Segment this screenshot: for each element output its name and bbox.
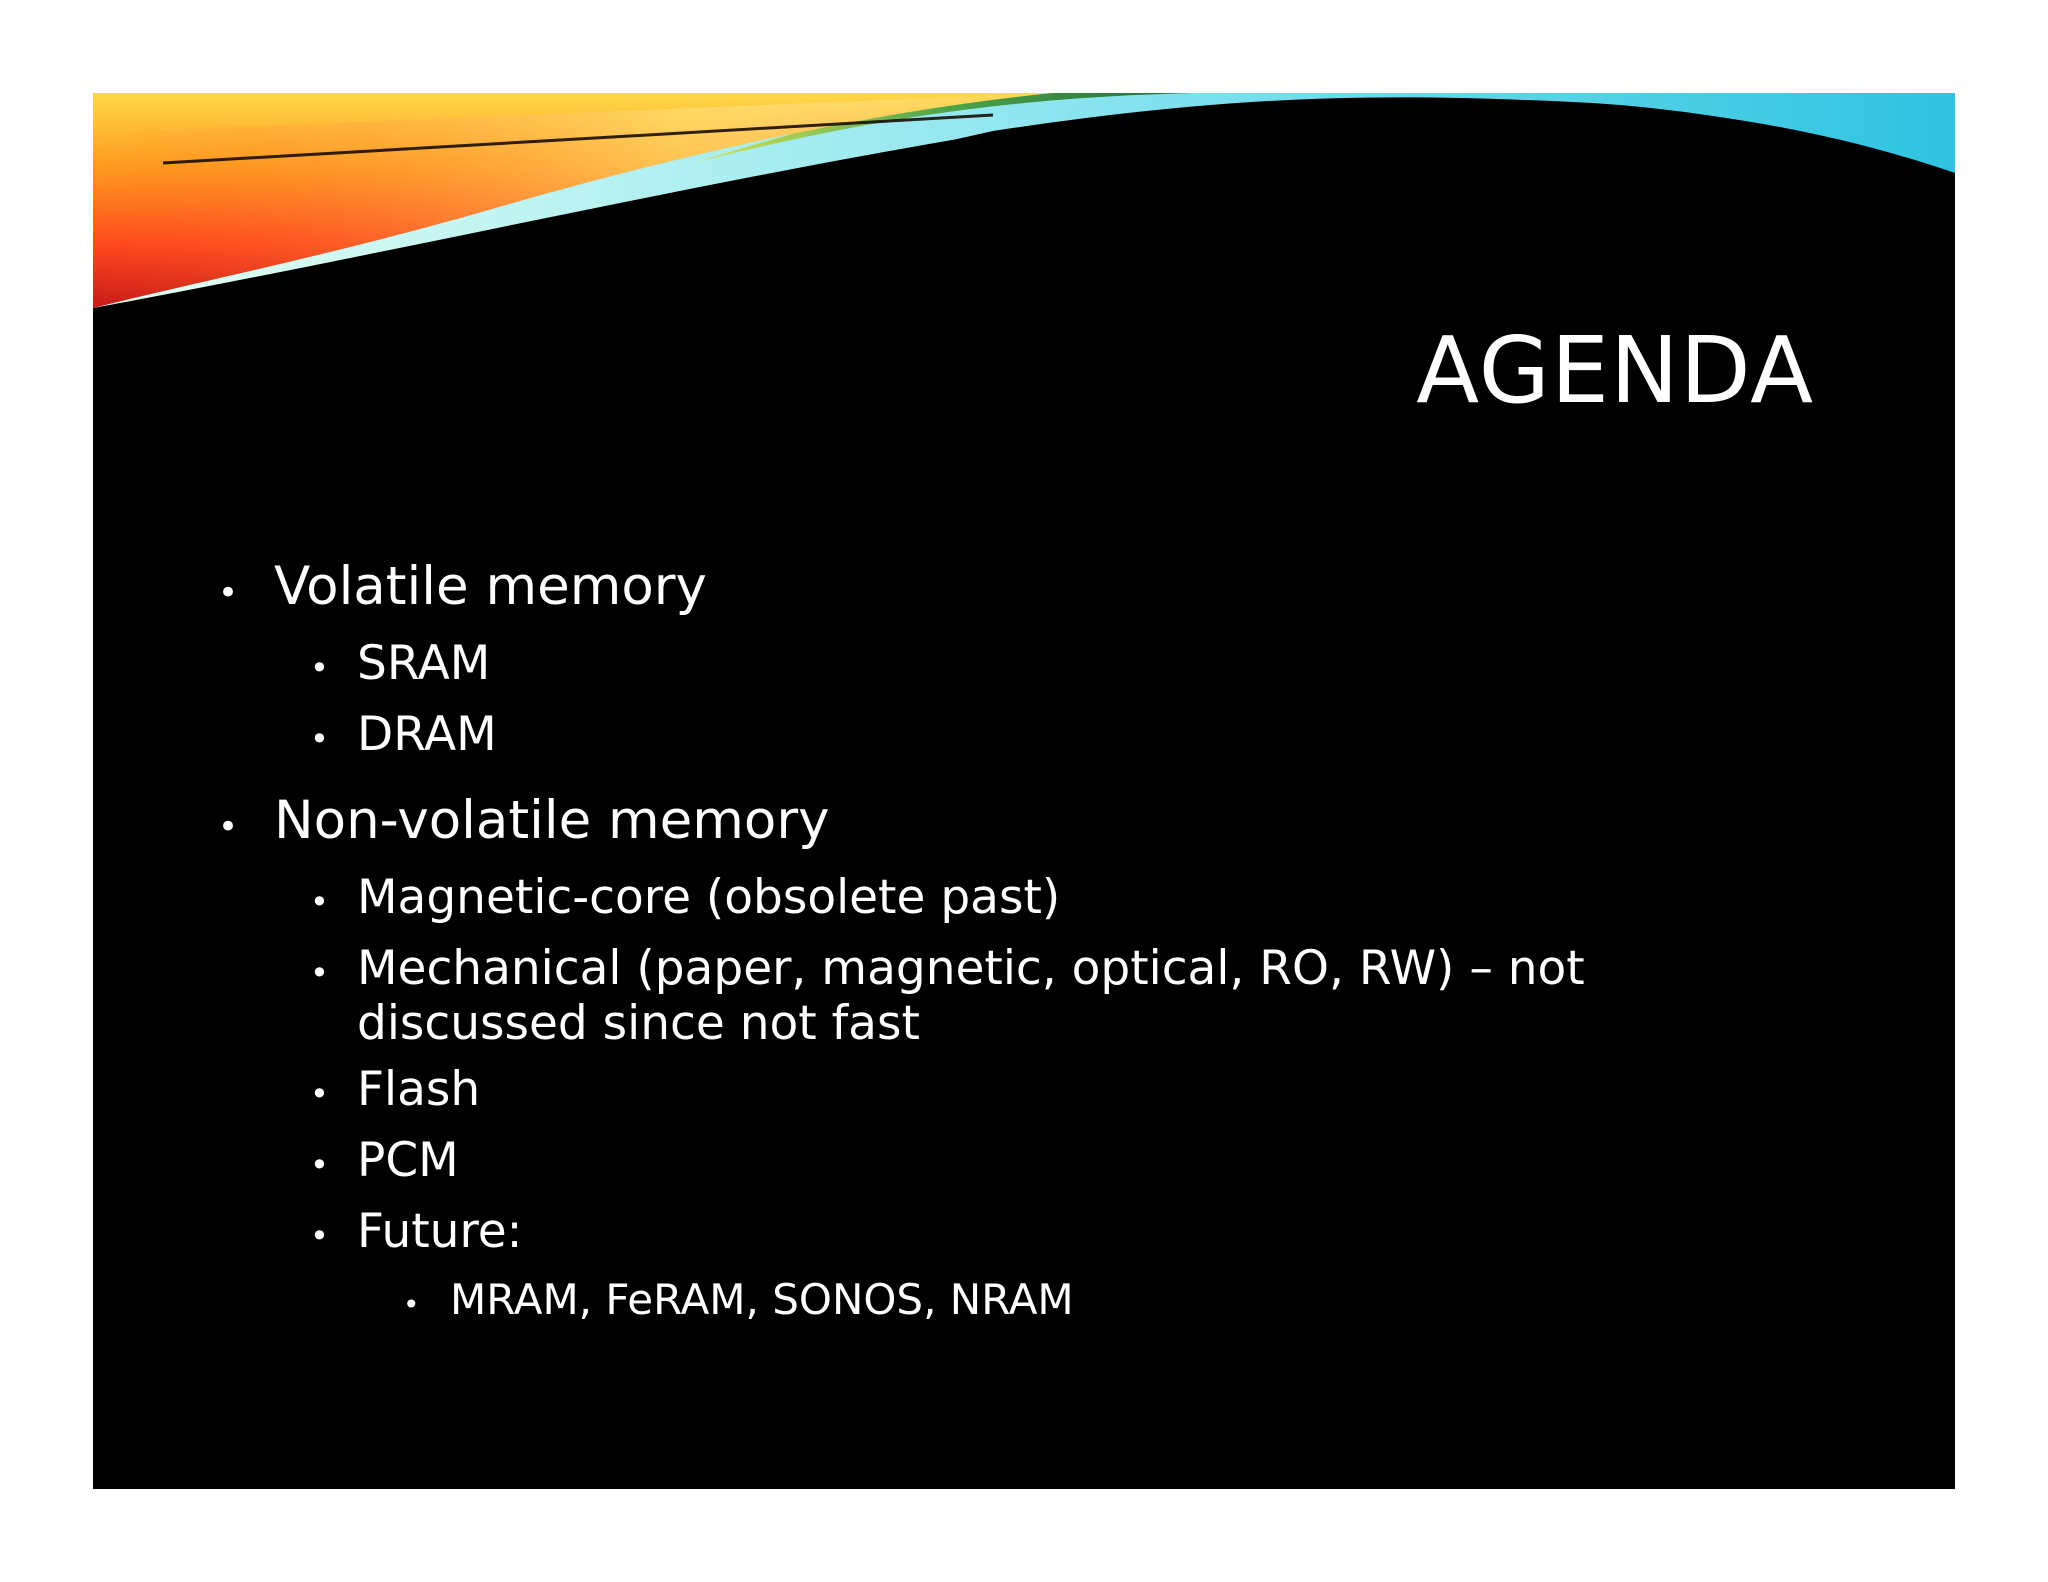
bullet-icon: • <box>403 1288 420 1321</box>
bullet-icon: • <box>310 1075 329 1113</box>
bullet-icon: • <box>310 954 329 992</box>
bullet-icon: • <box>310 649 329 687</box>
agenda-subitem-magnetic-core: Magnetic-core (obsolete past) <box>357 870 1061 925</box>
bullet-icon: • <box>218 807 239 847</box>
list-item <box>218 870 1818 930</box>
list-item <box>218 1062 1818 1122</box>
list-item <box>218 1204 1818 1264</box>
agenda-subsubitem-future-technologies: MRAM, FeRAM, SONOS, NRAM <box>450 1275 1074 1324</box>
agenda-subitem-flash: Flash <box>357 1062 481 1117</box>
agenda-subitem-dram: DRAM <box>357 707 497 762</box>
list-item <box>218 1133 1818 1193</box>
bullet-icon: • <box>218 573 239 613</box>
agenda-item-volatile-memory: Volatile memory <box>274 556 707 617</box>
agenda-subitem-pcm: PCM <box>357 1133 459 1188</box>
agenda-subitem-mechanical: Mechanical (paper, magnetic, optical, RO, RW) – not discussed since not fast <box>357 941 1585 1051</box>
bullet-icon: • <box>310 1217 329 1255</box>
bullet-icon: • <box>310 720 329 758</box>
bullet-icon: • <box>310 883 329 921</box>
agenda-list <box>218 541 1818 1330</box>
slide <box>93 93 1955 1489</box>
agenda-item-non-volatile-memory: Non-volatile memory <box>274 790 830 851</box>
list-item <box>218 707 1818 767</box>
agenda-subitem-future: Future: <box>357 1204 523 1259</box>
slide-title: AGENDA <box>1416 317 1814 424</box>
list-item <box>218 789 1818 859</box>
list-item <box>218 1275 1818 1330</box>
list-item <box>218 941 1818 1051</box>
list-item <box>218 636 1818 696</box>
decorative-banner <box>93 93 1955 333</box>
agenda-subitem-sram: SRAM <box>357 636 491 691</box>
list-item <box>218 555 1818 625</box>
bullet-icon: • <box>310 1146 329 1184</box>
